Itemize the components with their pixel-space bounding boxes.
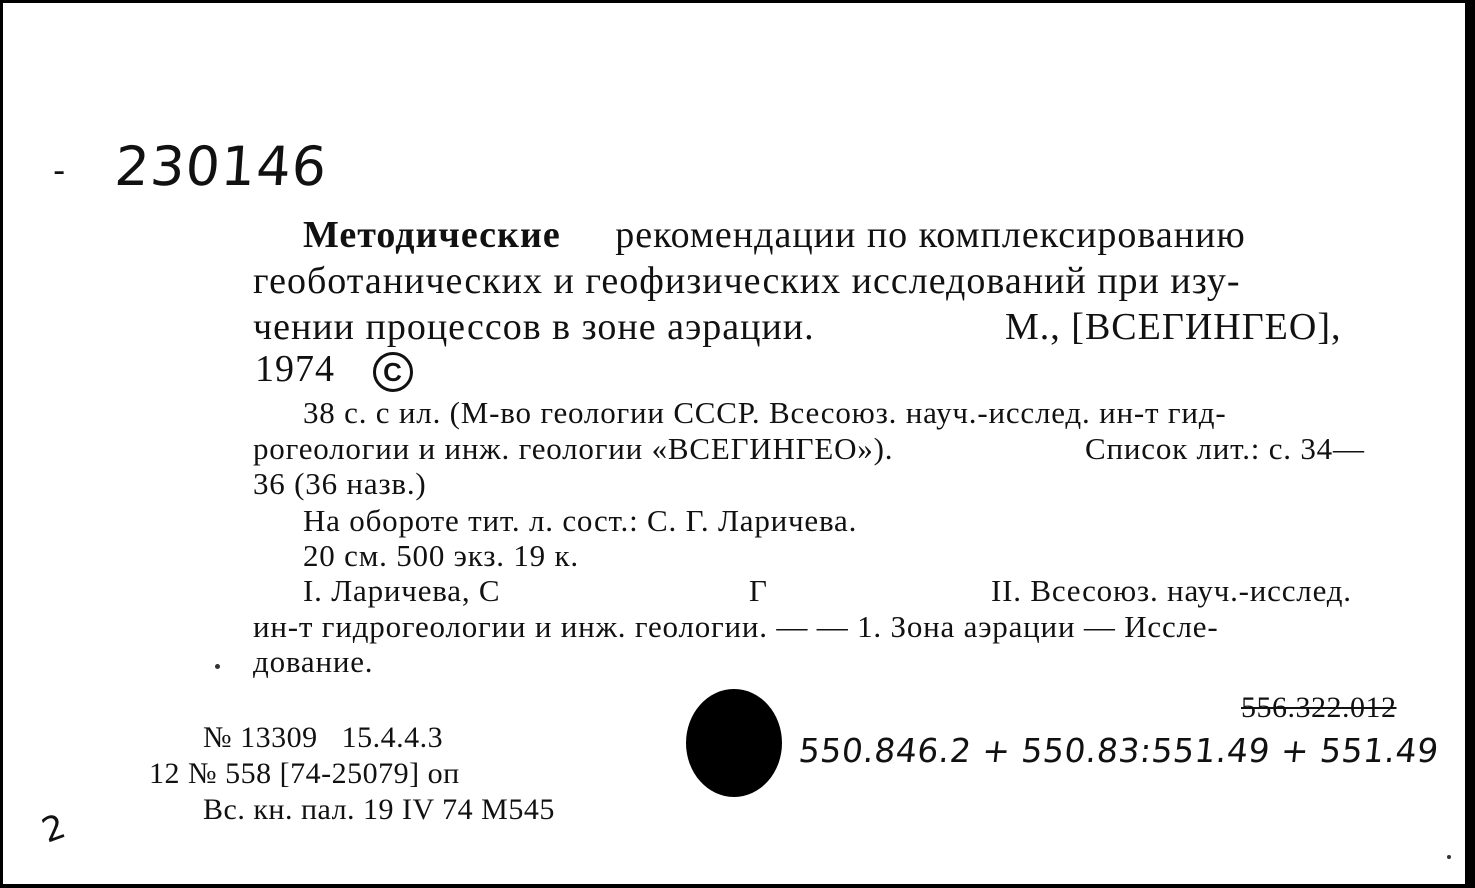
handwritten-dash: - [53,151,66,191]
title-line-1 [303,213,1246,257]
bibliography-note: Список лит.: с. 34— [1085,431,1365,466]
udc-handwritten: 550.846.2 + 550.83:551.49 + 551.49 [796,731,1441,770]
collation-line: 38 с. с ил. (М-во геологии СССР. Всесоюз. науч.-исслед. ин-т гид- [303,395,1227,430]
tracing-initial: Г [749,573,768,608]
title-line-3 [253,305,815,349]
title-lead-word: Методические [303,214,561,256]
accession-number: 230146 [112,135,330,198]
speck [215,664,220,669]
copyright-icon: C [373,352,413,392]
tracing-subject-end: дование. [253,644,374,679]
tracing-institution: II. Всесоюз. науч.-исслед. [991,573,1352,608]
print-record-line-2: 12 № 558 [74-25079] оп [149,757,460,790]
tracing-author: I. Ларичева, С [303,573,501,608]
print-record-line-1: № 13309 15.4.4.3 [203,721,444,754]
margin-mark: 2 [36,806,71,852]
title-line-1-rest: рекомендации по комплексированию [615,214,1246,256]
imprint-year [255,347,413,392]
title-line-3-left: чении процессов в зоне аэрации. [253,306,815,348]
print-record-line-3: Вс. кн. пал. 19 IV 74 М545 [203,793,555,826]
year: 1974 [255,348,335,390]
size-copies-price: 20 см. 500 экз. 19 к. [303,538,579,573]
punch-hole [686,689,782,797]
title-line-2: геоботанических и геофизических исследований при изу- [253,260,1241,302]
tracing-subject: ин-т гидрогеологии и инж. геологии. — — 1. Зона аэрации — Иссле- [253,609,1219,644]
udc-printed: 556.322.012 [1241,691,1397,724]
bibliography-count: 36 (36 назв.) [253,466,427,501]
compiler-note: На обороте тит. л. сост.: С. Г. Ларичева. [303,503,858,538]
imprint-place-publisher: М., [ВСЕГИНГЕО], [1005,306,1342,348]
series-line: рогеологии и инж. геологии «ВСЕГИНГЕО»). [253,431,894,466]
speck [1447,855,1451,859]
